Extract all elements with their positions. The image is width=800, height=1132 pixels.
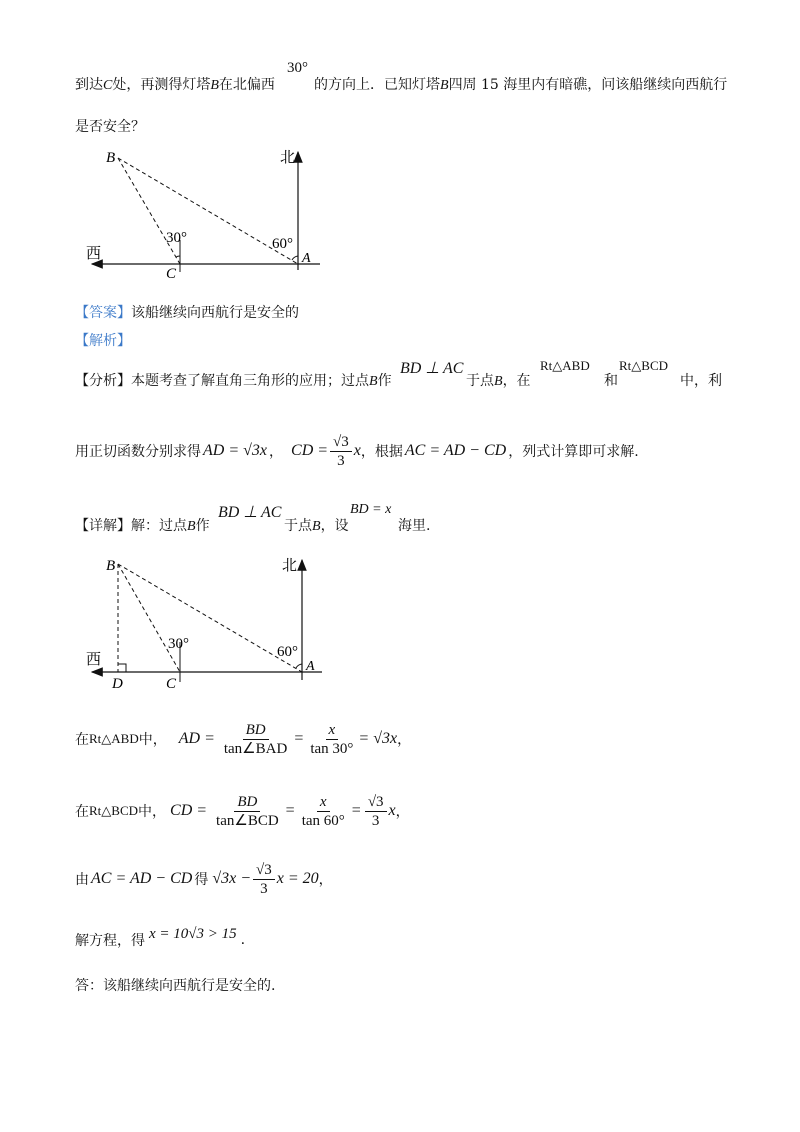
answer-tag: 【答案】 (75, 305, 131, 321)
ad-equation: AD = √3x (203, 442, 268, 459)
denominator: tan 30° (310, 740, 354, 757)
numerator: √3 (253, 861, 275, 880)
line-ba (118, 158, 298, 264)
final-answer: 答：该船继续向西航行是安全的. (75, 978, 276, 994)
text: 作 (195, 518, 210, 534)
point-b: B (312, 519, 321, 534)
numerator: √3 (330, 433, 352, 452)
rt-bcd: Rt△BCD (619, 358, 669, 373)
point-b-label: B (106, 558, 116, 574)
lhs-part: √3x − (212, 870, 251, 887)
cd-fraction (330, 433, 352, 470)
fraction-x-tan60 (299, 793, 348, 830)
point-a-label: A (302, 251, 311, 266)
text: 作 (377, 373, 392, 389)
x-var: x (353, 442, 361, 459)
text: ，列式计算即可求解. (508, 444, 639, 460)
text: 解：过点 (131, 518, 187, 534)
text: 到达 (75, 77, 103, 93)
text: 于点 (284, 518, 312, 534)
text: 由 (75, 872, 89, 888)
numerator: x (317, 793, 330, 812)
answer-line (75, 302, 299, 322)
x-var: x (388, 802, 396, 819)
step-1: 在 Rt△ABD 中， AD = $\frac{BD}{\text{tan∠BAD}}$ = $\frac{x}{\tan 30^\circ}$ = √3x ， (75, 721, 412, 757)
fraction-bd-tan (213, 793, 282, 830)
denominator: tan 60° (301, 812, 345, 829)
text: 在 (75, 804, 89, 820)
text: 的方向上．已知灯塔 (314, 77, 440, 93)
figure-1 (80, 142, 340, 282)
text-hai-li: 海里. (398, 518, 431, 534)
point-b: B (187, 519, 196, 534)
angle-a-label: 60° (277, 644, 298, 660)
step-4 (75, 925, 246, 952)
fraction-bd-tan (221, 721, 290, 758)
numerator: √3 (365, 793, 387, 812)
point-b: B (210, 78, 219, 93)
bd-eq-x: BD = x (350, 502, 392, 517)
text: ， (397, 732, 412, 748)
bd-perp-ac-2: BD ⊥ AC (218, 504, 282, 521)
text: 在 (75, 732, 89, 748)
cd-lhs: CD = (291, 442, 329, 459)
ad-lhs: AD = (178, 730, 215, 747)
perp: ⊥ (425, 360, 440, 377)
text: 四周 15 海里内有暗礁，问该船继续向西航行 (448, 77, 728, 93)
fraction-sqrt3-3 (365, 793, 387, 830)
point-c-label: C (166, 676, 177, 692)
analysis-tag: 【解析】 (75, 333, 131, 349)
point-c-label: C (166, 266, 177, 282)
numerator: x (326, 721, 339, 740)
point-b: B (440, 78, 449, 93)
detail-line (75, 515, 210, 535)
fenxi-line-1 (75, 370, 392, 390)
problem-line-1 (75, 74, 275, 94)
fraction-x-tan30 (307, 721, 356, 758)
detail-line-b (284, 515, 349, 535)
answer-text: 该船继续向西航行是安全的 (131, 305, 299, 321)
text: 中， (138, 732, 167, 748)
line-bc (118, 564, 180, 672)
text-zhong-li: 中，利 (680, 373, 722, 389)
angle-arc-a (296, 664, 302, 668)
angle-arc-c (176, 256, 180, 257)
rhs-part: x = 20 (276, 870, 319, 887)
fenxi-line-1-b (466, 370, 531, 390)
text: ，设 (320, 518, 349, 534)
numerator: BD (243, 721, 269, 740)
denominator: tan∠BAD (223, 740, 288, 757)
denominator: 3 (337, 452, 345, 469)
numerator: BD (234, 793, 260, 812)
text: 中， (138, 804, 167, 820)
problem-line-2: 是否安全？ (75, 119, 145, 135)
text: 得 (194, 872, 209, 888)
text: 于点 (466, 373, 494, 389)
text: ， (269, 444, 284, 460)
bd-perp-ac (400, 358, 463, 378)
fenxi-tag: 【分析】 (75, 373, 131, 389)
step-3 (75, 852, 333, 906)
denominator: tan∠BCD (216, 812, 279, 829)
denominator: 3 (371, 812, 380, 829)
line-ba (118, 564, 302, 672)
point-b: B (494, 374, 503, 389)
text: ，根据 (360, 444, 403, 460)
point-a-label: A (306, 659, 315, 674)
rt-abd: Rt△ABD (89, 731, 139, 746)
problem-line-1-cont (314, 74, 727, 94)
detail-tag: 【详解】 (75, 518, 131, 534)
ac-equation: AC = AD − CD (91, 870, 193, 887)
right-angle-mark (118, 664, 126, 672)
text: 处，再测得灯塔 (112, 77, 211, 93)
text: 解方程，得 (75, 933, 145, 949)
text: 在北偏西 (218, 77, 275, 93)
north-label: 北 (280, 150, 296, 166)
angle-arc-a (292, 256, 298, 260)
text: . (240, 932, 246, 948)
text: 用正切函数分别求得 (75, 444, 201, 460)
bd: BD (400, 360, 422, 377)
figure-2 (80, 550, 340, 695)
step-2: 在 Rt△BCD 中， CD = $\frac{BD}{\text{tan∠BCD}}$ = $\frac{x}{\tan 60^\circ}$ = $\frac{√3}{3}$ x ， (75, 793, 410, 829)
cd-lhs: CD = (170, 802, 208, 819)
point-d-label: D (112, 676, 123, 692)
west-label: 西 (86, 246, 102, 262)
angle-a-label: 60° (272, 236, 293, 252)
solution-equation: x = 10√3 > 15 (149, 925, 237, 942)
angle-c-label: 30° (166, 230, 187, 246)
north-label: 北 (282, 558, 298, 574)
point-b-label: B (106, 150, 116, 166)
rt-bcd: Rt△BCD (89, 803, 139, 818)
west-label: 西 (86, 652, 102, 668)
line-bc (118, 158, 180, 264)
ad-result: = √3x (358, 730, 398, 747)
rt-abd: Rt△ABD (540, 358, 590, 373)
text: ，在 (502, 373, 531, 389)
text: ， (318, 872, 333, 888)
ac: AC (442, 360, 464, 377)
point-c: C (103, 78, 113, 93)
fenxi-line-2 (75, 426, 639, 476)
text: ， (395, 804, 410, 820)
point-b: B (369, 374, 378, 389)
fraction-sqrt3-3 (253, 861, 275, 898)
text-he: 和 (604, 373, 618, 389)
angle-c-label: 30° (168, 636, 189, 652)
ac-equation: AC = AD − CD (404, 442, 507, 459)
denominator: 3 (260, 880, 268, 897)
angle-30-label: 30° (287, 60, 308, 76)
text: 本题考查了解直角三角形的应用；过点 (131, 373, 369, 389)
